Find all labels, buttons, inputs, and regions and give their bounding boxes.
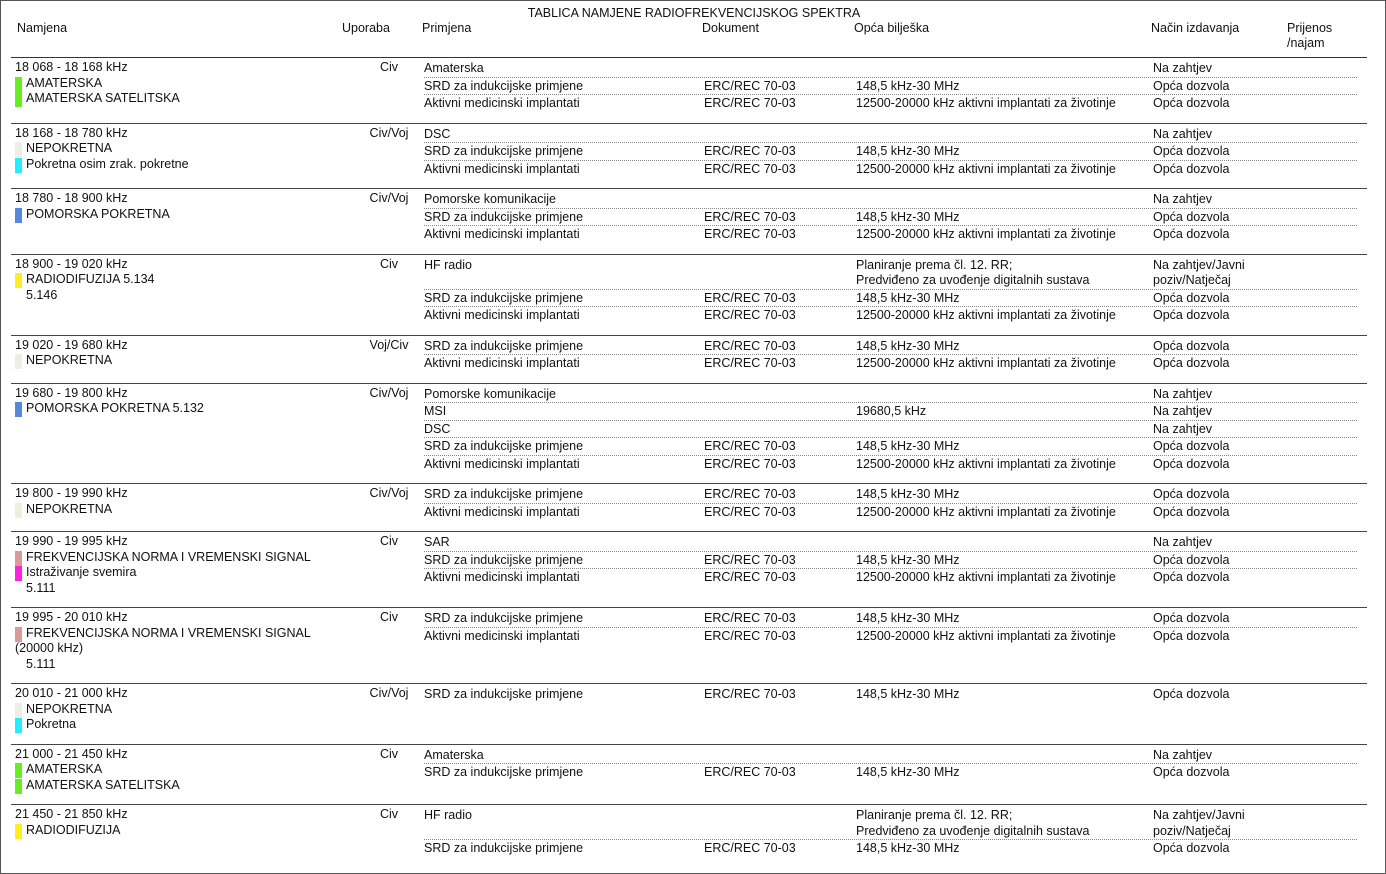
application-rows — [424, 126, 1357, 178]
application-row — [424, 421, 1357, 439]
allocation-label: FREKVENCIJSKA NORMA I VREMENSKI SIGNAL — [26, 549, 311, 564]
nacin-cell: Opća dozvola — [1153, 687, 1230, 701]
primjena-cell: Aktivni medicinski implantati — [424, 456, 580, 471]
application-row — [424, 290, 1357, 308]
nacin-cell: Na zahtjev — [1153, 126, 1213, 141]
band-list — [11, 58, 1367, 868]
application-rows — [424, 338, 1357, 372]
nacin-cell: Opća dozvola — [1153, 290, 1230, 305]
allocation-label: AMATERSKA — [26, 75, 103, 90]
allocation-item — [15, 157, 355, 173]
namjena-cell — [11, 610, 355, 672]
dokument-cell: ERC/REC 70-03 — [704, 308, 796, 322]
dokument-cell: ERC/REC 70-03 — [704, 487, 796, 501]
header-dokument: Dokument — [702, 21, 759, 35]
primjena-cell: SRD za indukcijske primjene — [424, 687, 584, 701]
allocation-label: NEPOKRETNA — [26, 353, 113, 367]
allocation-item — [15, 401, 355, 417]
application-row — [424, 226, 1357, 243]
nacin-cell: Opća dozvola — [1153, 628, 1230, 643]
uporaba-cell: Civ — [379, 807, 399, 821]
dokument-cell: ERC/REC 70-03 — [704, 290, 796, 305]
nacin-cell: Opća dozvola — [1153, 144, 1230, 158]
application-row — [424, 807, 1357, 840]
frequency-range: 21 450 - 21 850 kHz — [15, 807, 128, 821]
biljeska-cell: 148,5 kHz-30 MHz — [856, 687, 960, 701]
application-row — [424, 338, 1357, 356]
dokument-cell: ERC/REC 70-03 — [704, 227, 796, 241]
band-row — [11, 531, 1367, 607]
biljeska-cell — [856, 192, 1153, 208]
application-rows — [424, 610, 1357, 672]
footnote-ref: 5.146 — [26, 287, 58, 302]
allocation-item — [15, 141, 355, 157]
primjena-cell: Amaterska — [424, 61, 484, 75]
namjena-cell — [11, 386, 355, 473]
allocation-label: Pokretna — [26, 717, 77, 731]
allocation-color-swatch — [15, 142, 22, 157]
band-row — [11, 607, 1367, 683]
band-row — [11, 335, 1367, 383]
dokument-cell: ERC/REC 70-03 — [704, 78, 796, 93]
allocation-color-swatch — [15, 354, 22, 369]
nacin-cell: Na zahtjev — [1153, 404, 1213, 418]
namjena-cell — [11, 747, 355, 794]
biljeska-cell: 148,5 kHz-30 MHz — [856, 611, 960, 625]
application-rows — [424, 747, 1357, 794]
header-nacin: Način izdavanja — [1151, 21, 1240, 35]
allocation-label: POMORSKA POKRETNA — [26, 206, 170, 221]
allocation-color-swatch — [15, 273, 22, 288]
application-row — [424, 552, 1357, 570]
uporaba-cell: Civ — [379, 534, 399, 548]
dokument-cell — [704, 192, 856, 208]
namjena-cell — [11, 338, 355, 372]
dokument-cell: ERC/REC 70-03 — [704, 552, 796, 567]
allocation-color-swatch — [15, 158, 22, 173]
dokument-cell: ERC/REC 70-03 — [704, 96, 796, 110]
nacin-cell: Na zahtjev — [1153, 61, 1213, 75]
nacin-cell: Na zahtjev — [1153, 386, 1213, 401]
application-row — [424, 95, 1357, 112]
primjena-cell: Pomorske komunikacije — [424, 192, 556, 206]
allocation-color-swatch — [15, 551, 22, 566]
primjena-cell: Pomorske komunikacije — [424, 386, 556, 401]
biljeska-cell: 19680,5 kHz — [856, 404, 927, 418]
nacin-cell: Opća dozvola — [1153, 356, 1230, 370]
uporaba-cell: Civ/Voj — [369, 385, 409, 400]
biljeska-cell: 12500-20000 kHz aktivni implantati za životinje — [856, 161, 1116, 176]
dokument-cell — [704, 258, 856, 289]
application-rows — [424, 686, 1357, 733]
allocation-item — [15, 550, 355, 566]
nacin-cell: Opća dozvola — [1153, 504, 1230, 519]
nacin-cell: Opća dozvola — [1153, 487, 1230, 501]
header-prijenos: Prijenos /najam — [1287, 21, 1333, 50]
nacin-cell: Na zahtjev — [1153, 747, 1213, 762]
biljeska-cell: 148,5 kHz-30 MHz — [856, 552, 960, 567]
dokument-cell: ERC/REC 70-03 — [704, 439, 796, 453]
application-rows — [424, 386, 1357, 473]
table-title: TABLICA NAMJENE RADIOFREKVENCIJSKOG SPEKTRA — [527, 6, 861, 20]
nacin-cell: Opća dozvola — [1153, 209, 1230, 224]
biljeska-cell — [856, 748, 1153, 764]
primjena-cell: SAR — [424, 535, 450, 549]
primjena-cell: Aktivni medicinski implantati — [424, 504, 580, 519]
footnote-ref: 5.111 — [26, 656, 56, 671]
biljeska-cell — [856, 535, 1153, 551]
dokument-cell: ERC/REC 70-03 — [704, 687, 796, 701]
application-row — [424, 78, 1357, 96]
primjena-cell: HF radio — [424, 257, 472, 272]
biljeska-cell — [856, 61, 1153, 77]
allocation-item — [15, 272, 355, 288]
application-row — [424, 438, 1357, 456]
allocation-label: POMORSKA POKRETNA 5.132 — [26, 401, 204, 415]
biljeska-cell: 12500-20000 kHz aktivni implantati za životinje — [856, 504, 1116, 519]
frequency-range: 19 990 - 19 995 kHz — [15, 534, 128, 548]
application-rows — [424, 534, 1357, 596]
biljeska-cell: 12500-20000 kHz aktivni implantati za životinje — [856, 356, 1116, 370]
primjena-cell: SRD za indukcijske primjene — [424, 78, 584, 93]
application-rows — [424, 486, 1357, 520]
application-row — [424, 504, 1357, 521]
namjena-cell — [11, 191, 355, 243]
dokument-cell: ERC/REC 70-03 — [704, 144, 796, 158]
allocation-color-swatch — [15, 208, 22, 223]
frequency-range: 18 168 - 18 780 kHz — [15, 125, 128, 140]
dokument-cell: ERC/REC 70-03 — [704, 628, 796, 643]
primjena-cell: SRD za indukcijske primjene — [424, 487, 584, 501]
allocation-label: Istraživanje svemira — [26, 565, 137, 579]
dokument-cell: ERC/REC 70-03 — [704, 504, 796, 519]
dokument-cell: ERC/REC 70-03 — [704, 841, 796, 855]
header-biljeska: Opća bilješka — [854, 21, 930, 35]
dokument-cell — [704, 61, 856, 77]
dokument-cell: ERC/REC 70-03 — [704, 209, 796, 224]
allocation-label: RADIODIFUZIJA — [26, 822, 121, 837]
application-row — [424, 126, 1357, 144]
primjena-cell: SRD za indukcijske primjene — [424, 439, 584, 453]
nacin-cell: Na zahtjev/Javni poziv/Natječaj — [1153, 257, 1245, 287]
allocation-item — [15, 778, 355, 794]
header-primjena: Primjena — [422, 21, 472, 35]
dokument-cell — [704, 808, 856, 839]
nacin-cell: Na zahtjev/Javni poziv/Natječaj — [1153, 808, 1245, 838]
primjena-cell: SRD za indukcijske primjene — [424, 144, 584, 158]
band-row — [11, 383, 1367, 484]
dokument-cell: ERC/REC 70-03 — [704, 765, 796, 779]
application-row — [424, 534, 1357, 552]
biljeska-cell: 12500-20000 kHz aktivni implantati za životinje — [856, 96, 1116, 110]
application-row — [424, 486, 1357, 504]
uporaba-cell: Voj/Civ — [369, 337, 409, 352]
band-row — [11, 744, 1367, 805]
application-row — [424, 257, 1357, 290]
nacin-cell: Na zahtjev — [1153, 192, 1213, 206]
dokument-cell — [704, 748, 856, 764]
biljeska-cell: 148,5 kHz-30 MHz — [856, 290, 960, 305]
application-row — [424, 60, 1357, 78]
dokument-cell: ERC/REC 70-03 — [704, 570, 796, 584]
biljeska-cell: Planiranje prema čl. 12. RR; Predviđeno za uvođenje digitalnih sustava — [856, 257, 1090, 287]
application-row — [424, 191, 1357, 209]
nacin-cell: Opća dozvola — [1153, 78, 1230, 93]
primjena-cell: Aktivni medicinski implantati — [424, 161, 580, 176]
allocation-item — [15, 91, 355, 107]
allocation-label: FREKVENCIJSKA NORMA I VREMENSKI SIGNAL — [26, 625, 311, 640]
application-rows — [424, 60, 1357, 112]
allocation-color-swatch — [15, 402, 22, 417]
uporaba-cell: Civ — [379, 256, 399, 271]
frequency-range: 21 000 - 21 450 kHz — [15, 746, 128, 761]
dokument-cell: ERC/REC 70-03 — [704, 338, 796, 353]
biljeska-cell: 12500-20000 kHz aktivni implantati za životinje — [856, 308, 1116, 322]
header-namjena: Namjena — [17, 21, 68, 35]
allocation-label: Pokretna osim zrak. pokretne — [26, 156, 189, 171]
dokument-cell — [704, 387, 856, 403]
namjena-cell — [11, 807, 355, 857]
namjena-cell — [11, 534, 355, 596]
application-row — [424, 209, 1357, 227]
band-row — [11, 188, 1367, 254]
application-row — [424, 569, 1357, 586]
allocation-label: RADIODIFUZIJA 5.134 — [26, 272, 155, 286]
namjena-cell — [11, 486, 355, 520]
allocation-item — [15, 762, 355, 778]
biljeska-cell: 148,5 kHz-30 MHz — [856, 338, 960, 353]
application-row — [424, 161, 1357, 178]
primjena-cell: DSC — [424, 421, 451, 436]
allocation-color-swatch — [15, 566, 22, 581]
application-row — [424, 840, 1357, 857]
uporaba-cell: Civ — [379, 60, 399, 74]
application-row — [424, 610, 1357, 628]
application-row — [424, 307, 1357, 324]
nacin-cell: Opća dozvola — [1153, 96, 1230, 110]
application-row — [424, 386, 1357, 404]
allocation-label: AMATERSKA SATELITSKA — [26, 91, 180, 105]
uporaba-cell: Civ — [379, 746, 399, 761]
uporaba-cell: Civ/Voj — [369, 486, 409, 500]
namjena-cell — [11, 686, 355, 733]
allocation-color-swatch — [15, 503, 22, 518]
nacin-cell: Opća dozvola — [1153, 570, 1230, 584]
biljeska-cell: 148,5 kHz-30 MHz — [856, 841, 960, 855]
primjena-cell: SRD za indukcijske primjene — [424, 209, 584, 224]
uporaba-cell: Civ/Voj — [369, 125, 409, 140]
allocation-color-swatch — [15, 627, 22, 642]
primjena-cell: Aktivni medicinski implantati — [424, 227, 580, 241]
allocation-item — [15, 502, 355, 518]
frequency-range: 18 780 - 18 900 kHz — [15, 191, 128, 205]
nacin-cell: Opća dozvola — [1153, 552, 1230, 567]
application-row — [424, 355, 1357, 372]
frequency-range: 19 020 - 19 680 kHz — [15, 337, 128, 352]
biljeska-cell: 148,5 kHz-30 MHz — [856, 78, 960, 93]
allocation-item — [15, 626, 355, 642]
biljeska-cell — [856, 387, 1153, 403]
nacin-cell: Opća dozvola — [1153, 456, 1230, 471]
primjena-cell: Aktivni medicinski implantati — [424, 628, 580, 643]
dokument-cell — [704, 404, 856, 420]
allocation-color-swatch — [15, 763, 22, 778]
primjena-cell: SRD za indukcijske primjene — [424, 338, 584, 353]
band-row — [11, 483, 1367, 531]
dokument-cell — [704, 422, 856, 438]
header-uporaba: Uporaba — [342, 21, 390, 35]
allocation-item — [15, 823, 355, 839]
application-row — [424, 747, 1357, 765]
allocation-label: NEPOKRETNA — [26, 701, 113, 716]
uporaba-cell: Civ/Voj — [369, 191, 409, 205]
namjena-cell — [11, 60, 355, 112]
primjena-cell: MSI — [424, 404, 447, 418]
application-row — [424, 403, 1357, 421]
allocation-item — [15, 702, 355, 718]
primjena-cell: Amaterska — [424, 747, 484, 762]
allocation-label: AMATERSKA SATELITSKA — [26, 777, 180, 792]
band-row — [11, 683, 1367, 744]
dokument-cell: ERC/REC 70-03 — [704, 356, 796, 370]
primjena-cell: SRD za indukcijske primjene — [424, 841, 584, 855]
nacin-cell: Na zahtjev — [1153, 421, 1213, 436]
band-row — [11, 804, 1367, 868]
biljeska-cell: 148,5 kHz-30 MHz — [856, 439, 960, 453]
primjena-cell: Aktivni medicinski implantati — [424, 308, 580, 322]
application-row — [424, 143, 1357, 161]
biljeska-cell: 12500-20000 kHz aktivni implantati za životinje — [856, 227, 1116, 241]
allocation-color-swatch — [15, 92, 22, 107]
primjena-cell: DSC — [424, 126, 451, 141]
allocation-item — [15, 717, 355, 733]
biljeska-cell: 148,5 kHz-30 MHz — [856, 487, 960, 501]
application-rows — [424, 191, 1357, 243]
dokument-cell: ERC/REC 70-03 — [704, 456, 796, 471]
uporaba-cell: Civ/Voj — [369, 686, 409, 700]
namjena-cell — [11, 126, 355, 178]
allocation-color-swatch — [15, 779, 22, 794]
uporaba-cell: Civ — [379, 610, 399, 624]
application-row — [424, 628, 1357, 645]
application-row — [424, 686, 1357, 703]
nacin-cell: Opća dozvola — [1153, 227, 1230, 241]
biljeska-cell: 12500-20000 kHz aktivni implantati za životinje — [856, 570, 1116, 584]
biljeska-cell: 148,5 kHz-30 MHz — [856, 209, 960, 224]
primjena-cell: SRD za indukcijske primjene — [424, 611, 584, 625]
nacin-cell: Opća dozvola — [1153, 161, 1230, 176]
allocation-item — [15, 565, 355, 581]
application-row — [424, 764, 1357, 781]
biljeska-cell — [856, 127, 1153, 143]
footnote-ref: 5.111 — [26, 580, 56, 595]
allocation-item — [15, 76, 355, 92]
frequency-range: 19 680 - 19 800 kHz — [15, 385, 128, 400]
frequency-range: 20 010 - 21 000 kHz — [15, 686, 128, 700]
frequency-range: 18 900 - 19 020 kHz — [15, 256, 128, 271]
frequency-range: 19 800 - 19 990 kHz — [15, 486, 128, 500]
biljeska-cell — [856, 422, 1153, 438]
primjena-cell: SRD za indukcijske primjene — [424, 290, 584, 305]
primjena-cell: Aktivni medicinski implantati — [424, 356, 580, 370]
primjena-cell: HF radio — [424, 808, 472, 822]
allocation-color-swatch — [15, 77, 22, 92]
nacin-cell: Opća dozvola — [1153, 308, 1230, 322]
nacin-cell: Opća dozvola — [1153, 611, 1230, 625]
primjena-cell: Aktivni medicinski implantati — [424, 96, 580, 110]
frequency-range: 19 995 - 20 010 kHz — [15, 610, 128, 624]
primjena-cell: Aktivni medicinski implantati — [424, 570, 580, 584]
nacin-cell: Opća dozvola — [1153, 338, 1230, 353]
band-row — [11, 58, 1367, 123]
primjena-cell: SRD za indukcijske primjene — [424, 552, 584, 567]
nacin-cell: Opća dozvola — [1153, 841, 1230, 855]
biljeska-cell: Planiranje prema čl. 12. RR; Predviđeno za uvođenje digitalnih sustava — [856, 808, 1090, 838]
dokument-cell: ERC/REC 70-03 — [704, 611, 796, 625]
dokument-cell — [704, 535, 856, 551]
biljeska-cell: 12500-20000 kHz aktivni implantati za životinje — [856, 628, 1116, 643]
allocation-extra: (20000 kHz) — [15, 641, 84, 655]
frequency-range: 18 068 - 18 168 kHz — [15, 60, 128, 74]
allocation-color-swatch — [15, 824, 22, 839]
allocation-label: NEPOKRETNA — [26, 141, 113, 155]
dokument-cell: ERC/REC 70-03 — [704, 161, 796, 176]
allocation-label: AMATERSKA — [26, 762, 103, 776]
biljeska-cell: 12500-20000 kHz aktivni implantati za životinje — [856, 456, 1116, 471]
biljeska-cell: 148,5 kHz-30 MHz — [856, 144, 960, 158]
nacin-cell: Opća dozvola — [1153, 439, 1230, 453]
application-rows — [424, 807, 1357, 857]
primjena-cell: SRD za indukcijske primjene — [424, 765, 584, 779]
biljeska-cell: 148,5 kHz-30 MHz — [856, 765, 960, 779]
nacin-cell: Opća dozvola — [1153, 765, 1230, 779]
nacin-cell: Na zahtjev — [1153, 535, 1213, 549]
band-row — [11, 254, 1367, 335]
application-rows — [424, 257, 1357, 324]
band-row — [11, 123, 1367, 189]
allocation-color-swatch — [15, 703, 22, 718]
allocation-color-swatch — [15, 718, 22, 733]
namjena-cell — [11, 257, 355, 324]
application-row — [424, 456, 1357, 473]
allocation-item — [15, 207, 355, 223]
allocation-item — [15, 353, 355, 369]
dokument-cell — [704, 127, 856, 143]
allocation-label: NEPOKRETNA — [26, 501, 113, 516]
